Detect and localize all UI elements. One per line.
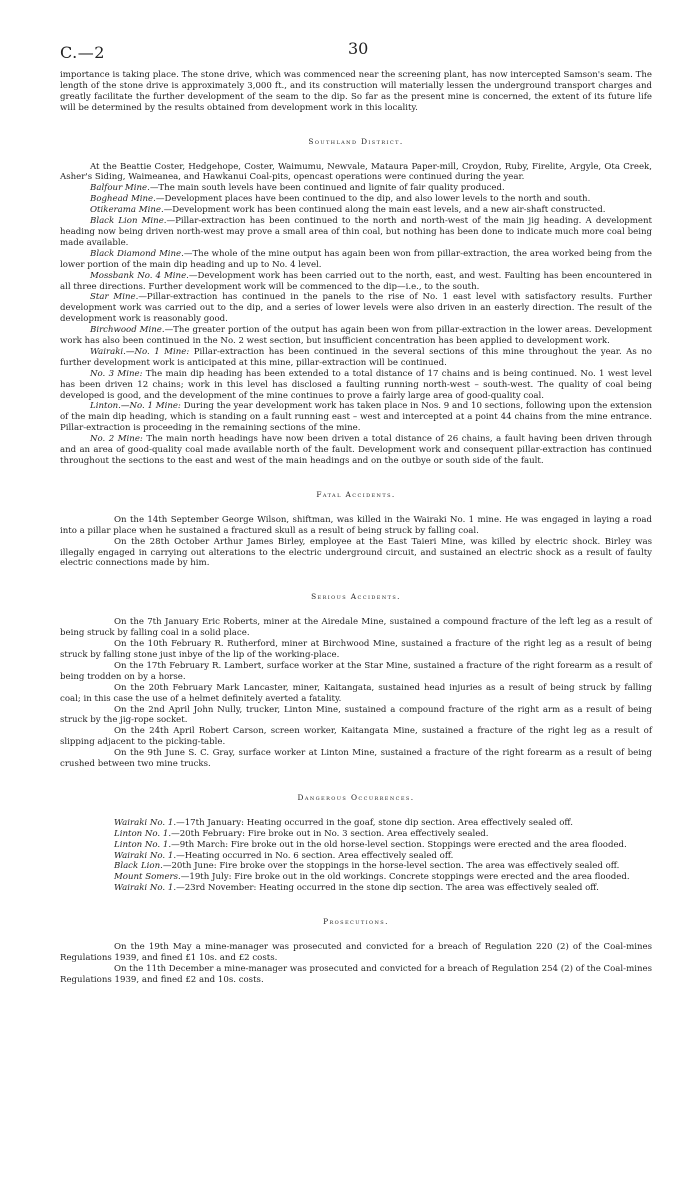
mine-paragraph: [60, 249, 652, 271]
mine-paragraph: [60, 183, 652, 194]
prosecution-paragraph: On the 19th May a mine-manager was prosecuted and convicted for a breach of Regulation 220 (2) of the Coal-mines Regulations 1939, and fined £1 10s. and £2 costs.: [60, 942, 652, 963]
occurrence-text: —23rd November: Heating occurred in the stone dip section. The area was effectively sealed off.: [176, 883, 599, 894]
mine-text: —Development work has been continued along the main east levels, and a new air-shaft constructed.: [163, 205, 606, 216]
mine-name: No. 3 Mine:: [90, 368, 143, 379]
mine-text: —The main south levels have been continued and lignite of fair quality produced.: [149, 183, 505, 194]
section-heading-prosecutions: Prosecutions.: [323, 917, 389, 927]
serious-accident-paragraph: On the 2nd April John Nully, trucker, Linton Mine, sustained a compound fracture of the right arm as a result of being struck by the jig-rope socket.: [60, 704, 652, 726]
serious-accident-paragraph: On the 10th February R. Rutherford, miner at Birchwood Mine, sustained a fracture of the right leg as a result of being struck by falling stone just inbye of the lip of the working-place.: [60, 639, 652, 660]
mine-paragraph: [60, 401, 652, 434]
occurrence-text: —17th January: Heating occurred in the goaf, stone dip section. Area effectively sealed off.: [176, 817, 573, 828]
mine-name: Balfour Mine.: [90, 183, 150, 194]
mine-text: —Development places have been continued to the dip, and also lower levels to the north and south.: [155, 194, 591, 205]
fatal-accident-paragraph: On the 14th September George Wilson, shiftman, was killed in the Wairaki No. 1 mine. He was engaged in laying a road into a pillar place when he sustained a fractured skull as a result of being struck by falling coal.: [60, 514, 652, 536]
occurrence-mine: Black Lion.: [114, 861, 163, 872]
mine-paragraph: [60, 271, 652, 293]
intro-paragraph: importance is taking place. The stone drive, which was commenced near the screening plant, has now intercepted Samson's seam. The length of the stone drive is approximately 3,000 ft., and its construction will materially lessen the underground transport charges and greatly facilitate the further development of the seam to the dip. So far as the present mine is concerned, the extent of its future life will be determined by the results obtained from development work in this locality.: [60, 70, 652, 113]
occurrence-paragraph: [60, 818, 652, 829]
page-body: [60, 70, 652, 986]
mine-text: —The whole of the mine output has again been won from pillar-extraction, the area worked being from the lower portion of the main dip heading and up to No. 4 level.: [60, 248, 652, 270]
document-code: C.—2: [60, 43, 105, 62]
occurrence-text: —19th July: Fire broke out in the old workings. Concrete stoppings were erected and the area flooded.: [180, 872, 630, 883]
occurrence-paragraph: [60, 872, 652, 883]
serious-accident-paragraph: On the 17th February R. Lambert, surface worker at the Star Mine, sustained a fracture of the right forearm as a result of being trodden on by a horse.: [60, 660, 652, 682]
occurrence-paragraph: [60, 829, 652, 840]
fatal-accident-paragraph: On the 28th October Arthur James Birley, employee at the East Taieri Mine, was killed by electric shock. Birley was illegally engaged in carrying out alterations to the electric underground circuit, and sustained an electric shock as a result of faulty electric connections made by him.: [60, 536, 652, 569]
mine-text: —Pillar-extraction has been continued to the north and north-west of the main jig heading. A development heading now being driven north-west may prove a small area of thin coal, but nothing has been done to indicate much more coal being made available.: [60, 216, 652, 248]
occurrence-paragraph: [60, 861, 652, 872]
occurrence-text: —20th June: Fire broke over the stoppings in the horse-level section. The area was effectively sealed off.: [162, 861, 620, 872]
section-heading-serious-accidents: Serious Accidents.: [311, 592, 401, 602]
mine-name: No. 2 Mine:: [90, 434, 143, 445]
mine-paragraph: [60, 194, 652, 205]
mine-text: —The greater portion of the output has again been won from pillar-extraction in the lower areas. Development work has also been continued in the No. 2 west section, but insufficient concentration has been applied to development work.: [60, 325, 653, 347]
mine-paragraph: [60, 325, 652, 347]
mine-name: Linton.—No. 1 Mine:: [90, 401, 181, 412]
mine-text: —Development work has been carried out to the north, east, and west. Faulting has been encountered in all three directions. Further development work will be commenced to the dip—i.e., to the south.: [60, 270, 652, 292]
prosecution-paragraph: On the 11th December a mine-manager was prosecuted and convicted for a breach of Regulation 254 (2) of the Coal-mines Regulations 1939, and fined £2 and 10s. costs.: [60, 963, 653, 985]
mine-name: Black Lion Mine.: [90, 216, 167, 227]
serious-accident-paragraph: On the 7th January Eric Roberts, miner at the Airedale Mine, sustained a compound fracture of the left leg as a result of being struck by falling coal in a solid place.: [60, 617, 652, 639]
mine-name: Star Mine.: [90, 292, 139, 303]
southland-opening: At the Beattie Coster, Hedgehope, Coster, Waimumu, Newvale, Mataura Paper-mill, Croydon, Ruby, Firelite, Argyle, Ota Creek, Asher's Siding, Waimeanea, and Hawkanui Coal-pits, opencast operations were continued during the year.: [60, 161, 652, 183]
section-heading-southland: Southland District.: [308, 136, 404, 146]
mine-name: Otikerama Mine.: [90, 205, 164, 216]
mine-name: Wairaki.—No. 1 Mine:: [90, 346, 190, 357]
page-header: [60, 0, 652, 70]
mine-text: The main dip heading has been extended to a total distance of 17 chains and is being continued. No. 1 west level has been driven 12 chains; work in this level has disclosed a faulting running north-west – south-west. The quality of coal being developed is good, and the development of the mine continues to prove a fairly large area of good-quality coal.: [60, 368, 652, 401]
occurrence-text: —Heating occurred in No. 6 section. Area effectively sealed off.: [176, 850, 454, 861]
serious-accident-paragraph: On the 24th April Robert Carson, screen worker, Kaitangata Mine, sustained a fracture of the right leg as a result of slipping adjacent to the picking-table.: [60, 726, 652, 748]
mine-name: Mossbank No. 4 Mine.: [90, 270, 189, 281]
occurrence-mine: Mount Somers.: [114, 872, 181, 883]
section-heading-fatal-accidents: Fatal Accidents.: [316, 489, 396, 499]
mine-paragraph: [60, 369, 652, 402]
mine-text: The main north headings have now been driven a total distance of 26 chains, a fault having been driven through and an area of good-quality coal made available north of the fault. Development work and consequent pillar-extraction has continued throughout the sections to the east and west of the main headings and on the outbye or south side of the fault.: [60, 434, 652, 466]
occurrence-mine: Linton No. 1.: [114, 828, 172, 839]
occurrence-paragraph: [60, 840, 652, 851]
page-number: 30: [348, 39, 369, 58]
occurrence-text: —20th February: Fire broke out in No. 3 section. Area effectively sealed.: [171, 828, 489, 839]
mine-name: Black Diamond Mine.: [90, 248, 184, 259]
occurrence-mine: Wairaki No. 1.: [114, 817, 177, 828]
mine-name: Birchwood Mine.: [90, 325, 165, 336]
mine-name: Boghead Mine.: [90, 194, 156, 205]
occurrence-text: —9th March: Fire broke out in the old horse-level section. Stoppings were erected and the area flooded.: [171, 839, 627, 850]
section-heading-dangerous-occurrences: Dangerous Occurrences.: [297, 792, 415, 802]
occurrence-mine: Wairaki No. 1.: [114, 883, 177, 894]
mine-paragraph: [60, 292, 652, 325]
mine-paragraph: [60, 347, 652, 369]
occurrence-paragraph: [60, 883, 652, 894]
mine-paragraph: [60, 205, 652, 216]
mine-text: During the year development work has taken place in Nos. 9 and 10 sections, following upon the extension of the main dip heading, which is standing on a fault running east – west and intercepted at a point 44 chains from the mine entrance. Pillar-extraction is proceeding in the remaining sections of the mine.: [60, 401, 653, 434]
serious-accident-paragraph: On the 20th February Mark Lancaster, miner, Kaitangata, sustained head injuries as a result of being struck by falling coal; in this case the use of a helmet definitely averted a fatality.: [60, 682, 652, 704]
occurrence-mine: Linton No. 1.: [114, 839, 172, 850]
mine-paragraph: [60, 216, 652, 249]
mine-text: —Pillar-extraction has continued in the panels to the rise of No. 1 east level with satisfactory results. Further development work was carried out to the dip, and a series of lower levels were also driven in an easterly direction. The result of the development work is reasonably good.: [60, 292, 652, 325]
occurrence-mine: Wairaki No. 1.: [114, 850, 177, 861]
mine-text: Pillar-extraction has been continued in the several sections of this mine throughout the year. As no further development work is anticipated at this mine, pillar-extraction will be continued.: [60, 346, 652, 368]
occurrence-paragraph: [60, 851, 652, 862]
mine-paragraph: [60, 434, 652, 467]
serious-accident-paragraph: On the 9th June S. C. Gray, surface worker at Linton Mine, sustained a fracture of the right forearm as a result of being crushed between two mine trucks.: [60, 748, 652, 770]
